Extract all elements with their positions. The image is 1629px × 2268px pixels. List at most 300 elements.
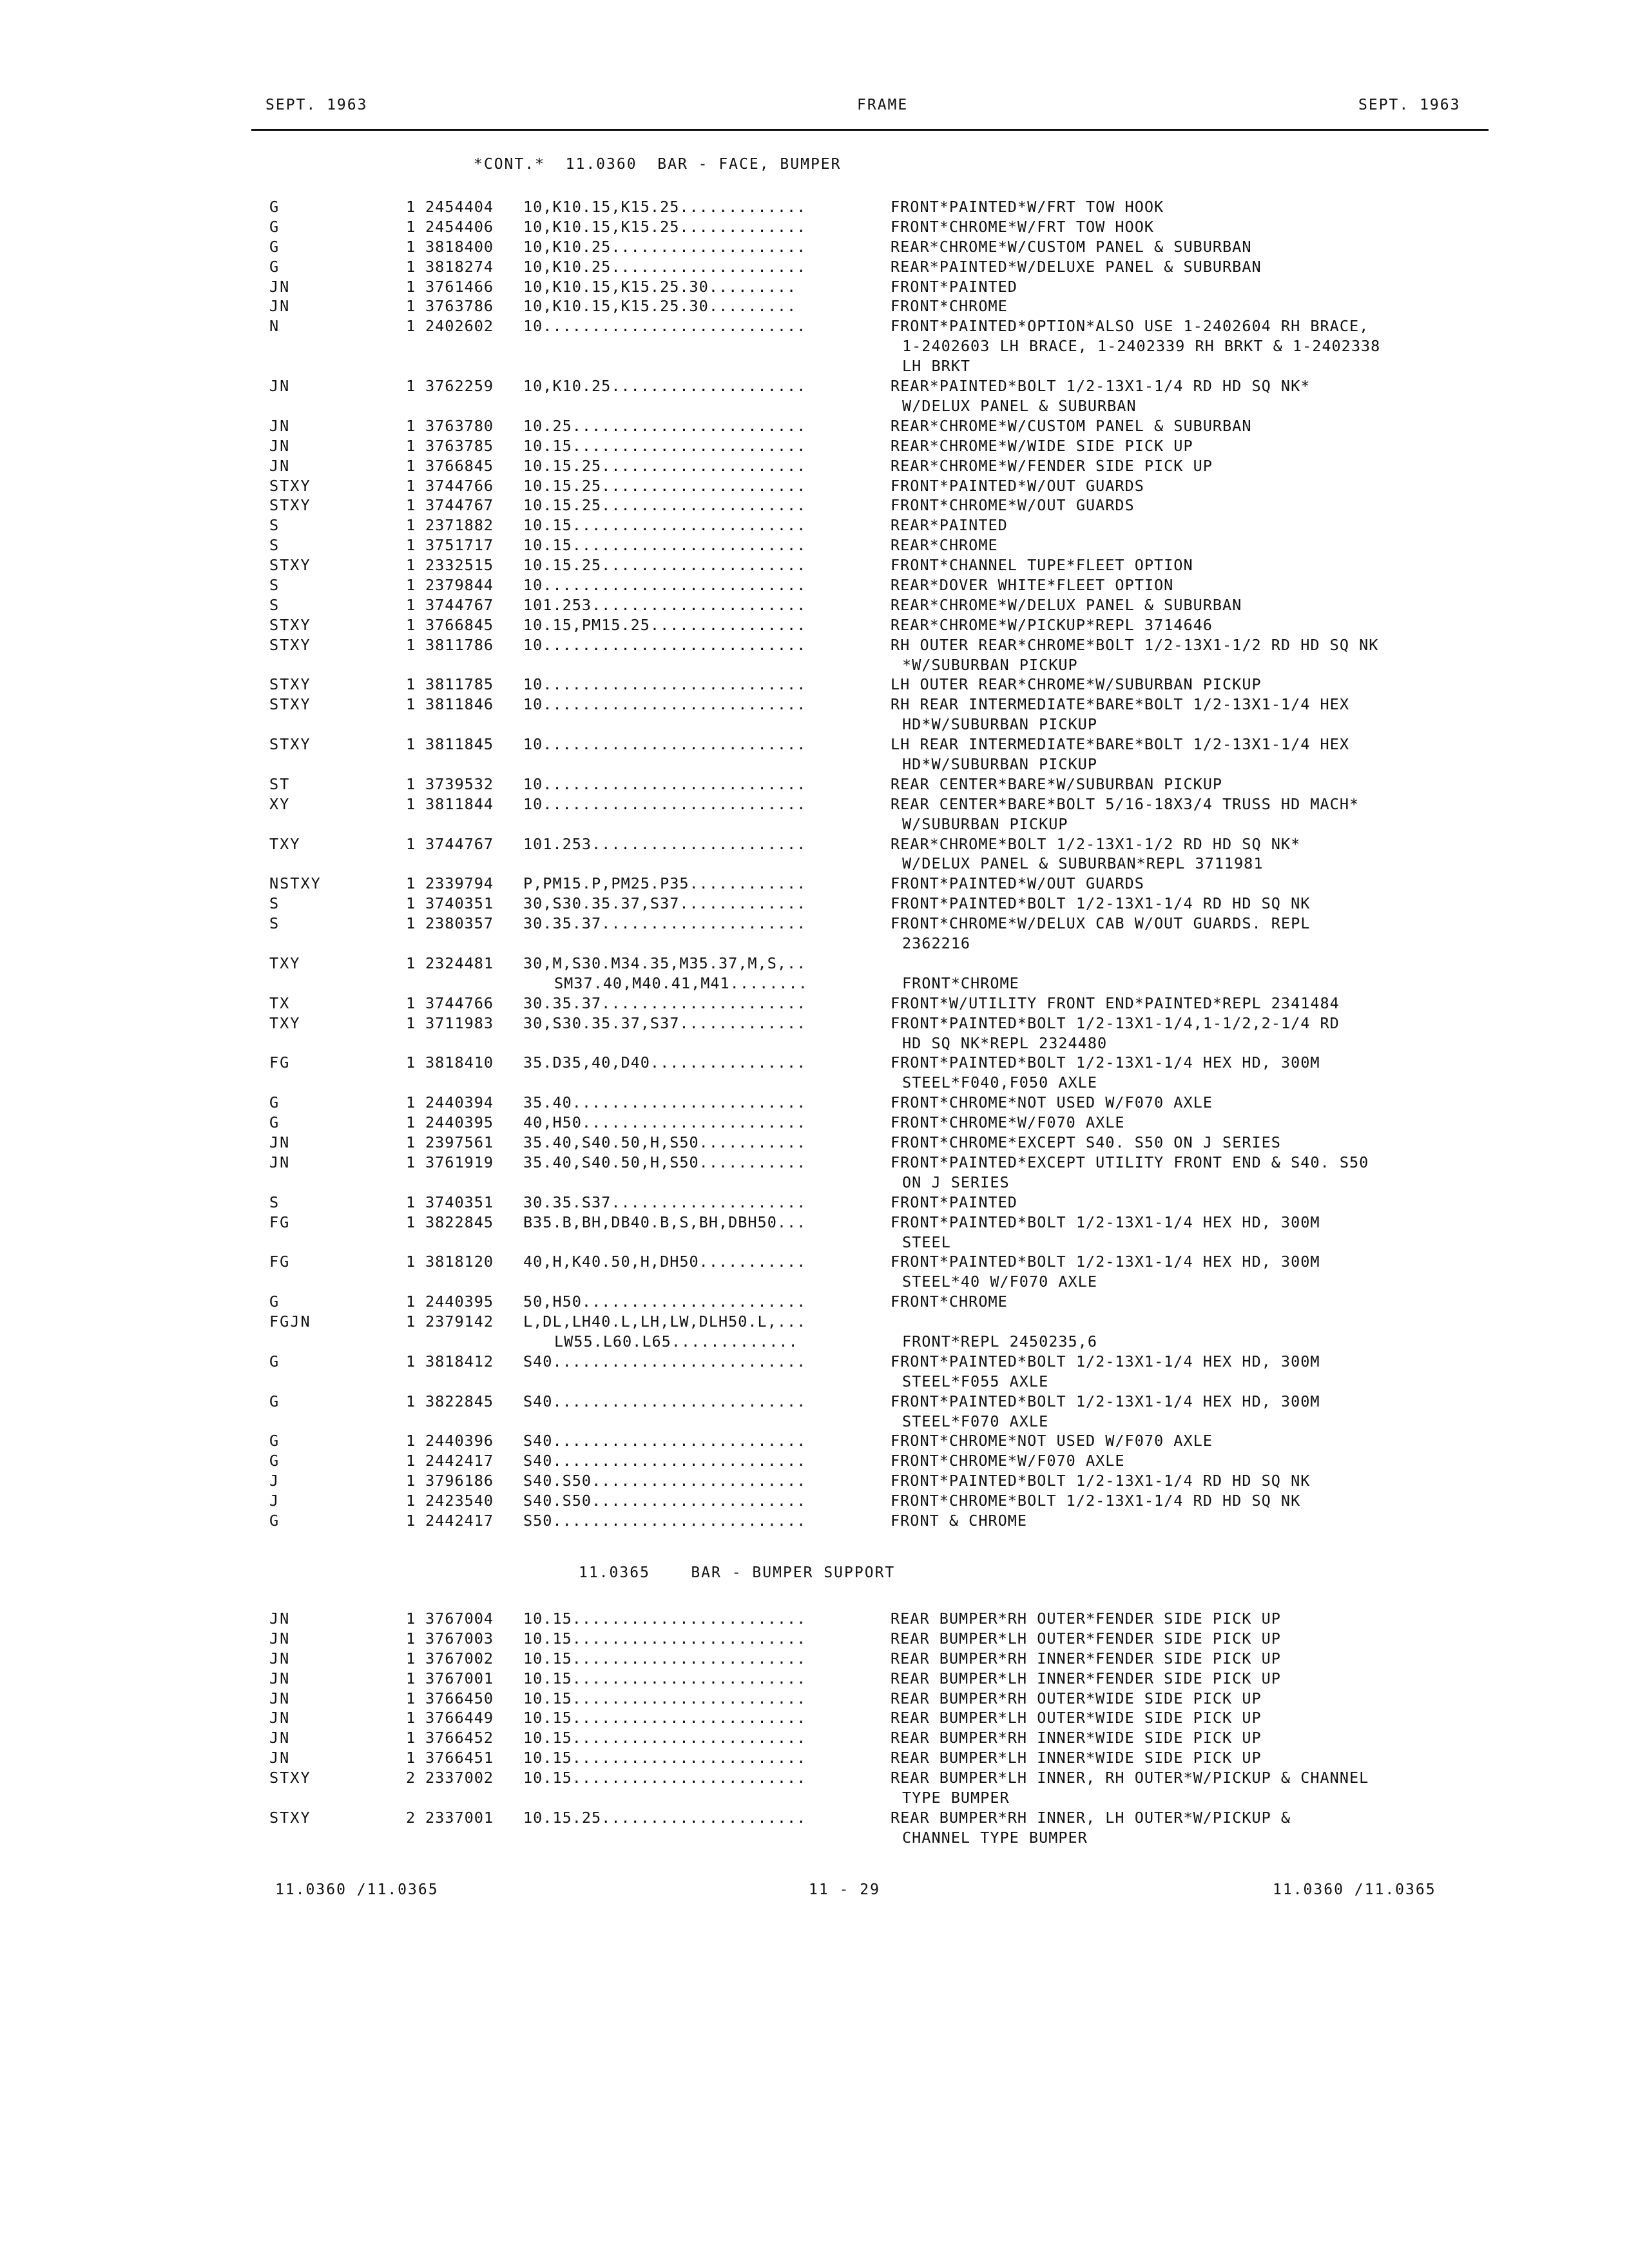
part-number: 3811846 [425,695,494,714]
quantity: 1 [406,1392,416,1410]
header-date-right: SEPT. 1963 [1358,97,1461,113]
model-code: G [269,217,280,236]
quantity: 1 [406,1689,416,1707]
part-description: FRONT*CHROME*W/FRT TOW HOOK [891,217,1155,236]
part-description: REAR BUMPER*LH OUTER*WIDE SIDE PICK UP [891,1709,1262,1727]
quantity: 1 [406,1312,416,1331]
model-list: 10.15........................ [523,1649,807,1667]
quantity: 1 [406,1014,416,1032]
model-code: G [269,1093,280,1112]
model-list: S40.......................... [523,1432,807,1450]
quantity: 1 [406,874,416,893]
parts-row [0,914,1629,954]
part-description-continued: CHANNEL TYPE BUMPER [902,1828,1088,1847]
quantity: 1 [406,516,416,535]
part-number: 3762259 [425,377,494,396]
part-description: FRONT*CHROME*W/OUT GUARDS [891,496,1135,515]
quantity: 1 [406,1093,416,1112]
part-number: 3811845 [425,735,494,754]
part-description: FRONT & CHROME [891,1512,1028,1530]
parts-row [0,1352,1629,1392]
model-list: 10.15........................ [523,1669,807,1687]
quantity: 1 [406,1729,416,1747]
part-description: FRONT*PAINTED*W/OUT GUARDS [891,476,1144,495]
parts-row [0,1492,1629,1512]
part-number: 3766845 [425,456,494,475]
model-code: TXY [269,954,301,972]
parts-row [0,457,1629,477]
parts-row [0,297,1629,317]
model-code: JN [269,1729,291,1747]
parts-row [0,516,1629,536]
part-description: REAR BUMPER*RH INNER*WIDE SIDE PICK UP [891,1729,1262,1747]
parts-row [0,775,1629,795]
model-code: STXY [269,496,311,515]
quantity: 1 [406,1253,416,1271]
model-code: JN [269,456,291,475]
part-number: 2440395 [425,1113,494,1132]
model-list: 10.15.25..................... [523,556,807,575]
part-number: 3761919 [425,1153,494,1171]
parts-row [0,198,1629,218]
part-description: REAR BUMPER*RH OUTER*FENDER SIDE PICK UP [891,1610,1281,1628]
part-number: 3818120 [425,1253,494,1271]
model-list: 10,K10.25.................... [523,257,807,276]
model-code: FG [269,1213,291,1231]
model-code: JN [269,1669,291,1687]
parts-row [0,437,1629,457]
part-description-continued: FRONT*CHROME [902,974,1019,992]
parts-row [0,795,1629,835]
parts-row [0,675,1629,695]
part-number: 2379844 [425,575,494,594]
part-description: REAR CENTER*BARE*W/SUBURBAN PICKUP [891,774,1223,793]
model-list-continued: SM37.40,M40.41,M41........ [554,974,808,992]
part-number: 2454404 [425,198,494,216]
parts-row [0,238,1629,258]
model-list: 35.D35,40,D40................ [523,1053,807,1072]
part-description: FRONT*PAINTED*BOLT 1/2-13X1-1/4 HEX HD, 300M [891,1392,1320,1410]
part-description: FRONT*W/UTILITY FRONT END*PAINTED*REPL 2341484 [891,994,1340,1012]
quantity: 1 [406,894,416,913]
parts-row [0,596,1629,616]
model-code: STXY [269,556,311,575]
parts-row [0,835,1629,875]
model-list: 10........................... [523,635,807,654]
quantity: 1 [406,217,416,236]
parts-row [0,1749,1629,1769]
parts-row [0,1649,1629,1669]
model-code: JN [269,436,291,455]
part-description-continued: W/DELUX PANEL & SUBURBAN [902,396,1137,415]
part-description: REAR*PAINTED*BOLT 1/2-13X1-1/4 RD HD SQ NK* [891,377,1311,396]
model-list: 10.15,PM15.25................ [523,615,807,634]
model-code: FG [269,1253,291,1271]
part-description: LH REAR INTERMEDIATE*BARE*BOLT 1/2-13X1-1/4 HEX [891,735,1349,754]
part-description: FRONT*CHANNEL TUPE*FLEET OPTION [891,556,1193,575]
quantity: 1 [406,257,416,276]
quantity: 1 [406,237,416,256]
quantity: 1 [406,695,416,714]
quantity: 1 [406,377,416,396]
part-number: 3811785 [425,675,494,694]
part-description: REAR BUMPER*LH INNER, RH OUTER*W/PICKUP & CHANNEL [891,1769,1369,1787]
model-code: NSTXY [269,874,322,893]
model-list: 10.15........................ [523,1689,807,1707]
model-list: 10,K10.15,K15.25............. [523,198,807,216]
parts-row [0,317,1629,377]
model-list: 10.15........................ [523,1629,807,1648]
part-number: 2324481 [425,954,494,972]
model-code: ST [269,774,291,793]
model-list: 10.15.25..................... [523,496,807,515]
parts-row [0,1432,1629,1452]
parts-row [0,477,1629,497]
quantity: 1 [406,1053,416,1072]
parts-row [0,616,1629,636]
model-code: TX [269,994,291,1012]
part-description: RH OUTER REAR*CHROME*BOLT 1/2-13X1-1/2 RD HD SQ NK [891,635,1379,654]
part-description: REAR BUMPER*RH OUTER*WIDE SIDE PICK UP [891,1689,1262,1707]
part-description-continued: STEEL*40 W/F070 AXLE [902,1273,1097,1291]
part-number: 2402602 [425,317,494,336]
part-number: 2440396 [425,1432,494,1450]
part-number: 3744767 [425,496,494,515]
part-number: 3818412 [425,1352,494,1370]
part-description: FRONT*PAINTED*BOLT 1/2-13X1-1/4,1-1/2,2-1/4 RD [891,1014,1340,1032]
quantity: 1 [406,1610,416,1628]
parts-row [0,994,1629,1014]
part-number: 3811844 [425,794,494,813]
part-description: REAR*PAINTED*W/DELUXE PANEL & SUBURBAN [891,257,1262,276]
parts-row [0,1689,1629,1709]
part-number: 3744766 [425,994,494,1012]
model-list: 30.35.S37.................... [523,1193,807,1211]
part-description: FRONT*CHROME*NOT USED W/F070 AXLE [891,1432,1213,1450]
part-description: LH OUTER REAR*CHROME*W/SUBURBAN PICKUP [891,675,1262,694]
model-code: TXY [269,834,301,853]
part-number: 3796186 [425,1472,494,1490]
quantity: 1 [406,575,416,594]
part-description: FRONT*PAINTED*BOLT 1/2-13X1-1/4 HEX HD, 300M [891,1253,1320,1271]
quantity: 1 [406,1749,416,1767]
quantity: 1 [406,297,416,316]
part-number: 2397561 [425,1133,494,1152]
parts-row [0,496,1629,516]
model-code: JN [269,416,291,435]
parts-row [0,636,1629,676]
model-list: 10........................... [523,735,807,754]
part-number: 2423540 [425,1492,494,1510]
part-description: REAR BUMPER*RH INNER*FENDER SIDE PICK UP [891,1649,1281,1667]
part-number: 3822845 [425,1213,494,1231]
part-number: 3763786 [425,297,494,316]
model-list: 10,K10.15,K15.25............. [523,217,807,236]
part-number: 3763785 [425,436,494,455]
part-description-continued: *W/SUBURBAN PICKUP [902,655,1078,674]
part-number: 2379142 [425,1312,494,1331]
quantity: 1 [406,1472,416,1490]
quantity: 1 [406,536,416,555]
part-number: 2337002 [425,1769,494,1787]
part-number: 3744766 [425,476,494,495]
part-description: REAR*CHROME*W/DELUX PANEL & SUBURBAN [891,595,1242,614]
part-number: 3767001 [425,1669,494,1687]
part-number: 3740351 [425,1193,494,1211]
part-description: FRONT*PAINTED*OPTION*ALSO USE 1-2402604 RH BRACE, [891,317,1369,336]
quantity: 1 [406,1629,416,1648]
part-number: 3766845 [425,615,494,634]
model-list: 10,K10.25.................... [523,377,807,396]
part-description-continued: HD SQ NK*REPL 2324480 [902,1033,1108,1052]
part-description-continued: ON J SERIES [902,1173,1010,1191]
model-code: G [269,1352,280,1370]
model-list: 10.25........................ [523,416,807,435]
part-description: REAR*CHROME*BOLT 1/2-13X1-1/2 RD HD SQ NK* [891,834,1301,853]
part-number: 3766451 [425,1749,494,1767]
header-section-title: FRAME [857,97,909,113]
model-list: 40,H50....................... [523,1113,807,1132]
quantity: 1 [406,1213,416,1231]
quantity: 1 [406,1352,416,1370]
part-description: FRONT*CHROME*W/F070 AXLE [891,1113,1125,1132]
model-code: JN [269,1610,291,1628]
quantity: 1 [406,1193,416,1211]
part-description: REAR BUMPER*LH INNER*WIDE SIDE PICK UP [891,1749,1262,1767]
model-list: 10........................... [523,575,807,594]
part-description: REAR*PAINTED [891,516,1008,535]
model-code: S [269,894,280,913]
quantity: 2 [406,1769,416,1787]
part-number: 3763780 [425,416,494,435]
model-code: S [269,536,280,555]
quantity: 1 [406,556,416,575]
quantity: 1 [406,595,416,614]
quantity: 1 [406,675,416,694]
part-description: FRONT*CHROME [891,1293,1008,1311]
parts-row [0,1093,1629,1113]
part-description-continued: STEEL*F040,F050 AXLE [902,1073,1097,1092]
part-description: REAR*CHROME*W/FENDER SIDE PICK UP [891,456,1213,475]
model-list: 35.40........................ [523,1093,807,1112]
part-description-continued: HD*W/SUBURBAN PICKUP [902,755,1097,773]
part-number: 2454406 [425,217,494,236]
part-description: FRONT*CHROME*EXCEPT S40. S50 ON J SERIES [891,1133,1281,1152]
model-list: 10.15........................ [523,536,807,555]
model-code: JN [269,1133,291,1152]
part-description: FRONT*PAINTED*BOLT 1/2-13X1-1/4 HEX HD, 300M [891,1053,1320,1072]
model-code: G [269,1512,280,1530]
quantity: 1 [406,635,416,654]
model-list: 10.15.25..................... [523,476,807,495]
model-code: G [269,237,280,256]
parts-row [0,1610,1629,1629]
parts-row [0,894,1629,914]
part-description-continued: STEEL*F055 AXLE [902,1372,1049,1390]
model-list: 10........................... [523,695,807,714]
model-code: S [269,595,280,614]
model-code: N [269,317,280,336]
model-list: 10.15........................ [523,436,807,455]
part-number: 3818274 [425,257,494,276]
part-number: 2442417 [425,1452,494,1470]
parts-row [0,1729,1629,1749]
parts-row [0,735,1629,775]
part-description: FRONT*PAINTED*BOLT 1/2-13X1-1/4 HEX HD, 300M [891,1213,1320,1231]
parts-row [0,1629,1629,1649]
parts-row [0,1669,1629,1689]
part-description: REAR BUMPER*LH INNER*FENDER SIDE PICK UP [891,1669,1281,1687]
quantity: 1 [406,416,416,435]
quantity: 1 [406,1153,416,1171]
quantity: 2 [406,1808,416,1827]
model-list: 10.15........................ [523,1749,807,1767]
footer-page-number: 11 - 29 [809,1881,880,1898]
part-number: 3711983 [425,1014,494,1032]
model-list: 10.15........................ [523,1769,807,1787]
model-code: JN [269,1709,291,1727]
part-description-continued: HD*W/SUBURBAN PICKUP [902,715,1097,734]
part-number: 3751717 [425,536,494,555]
quantity: 1 [406,1649,416,1667]
quantity: 1 [406,914,416,933]
quantity: 1 [406,1133,416,1152]
parts-row [0,1153,1629,1193]
quantity: 1 [406,277,416,296]
parts-list-face-bumper [0,198,1629,1532]
model-list: P,PM15.P,PM25.P35............ [523,874,807,893]
model-code: JN [269,1629,291,1648]
model-code: S [269,914,280,933]
model-list: 40,H,K40.50,H,DH50........... [523,1253,807,1271]
footer-ref-right: 11.0360 /11.0365 [1273,1881,1436,1898]
model-code: S [269,575,280,594]
parts-row [0,1293,1629,1312]
parts-list-bumper-support [0,1610,1629,1849]
quantity: 1 [406,436,416,455]
model-list: 101.253...................... [523,834,807,853]
part-number: 3767004 [425,1610,494,1628]
part-description-continued: W/DELUX PANEL & SUBURBAN*REPL 3711981 [902,854,1264,873]
part-number: 3739532 [425,774,494,793]
parts-row [0,1809,1629,1849]
part-description: FRONT*PAINTED [891,1193,1017,1211]
quantity: 1 [406,317,416,336]
parts-row [0,1193,1629,1213]
parts-row [0,1312,1629,1352]
model-list: B35.B,BH,DB40.B,S,BH,DBH50... [523,1213,807,1231]
model-list: 30,S30.35.37,S37............. [523,1014,807,1032]
model-code: STXY [269,476,311,495]
part-description: FRONT*PAINTED*EXCEPT UTILITY FRONT END & S40. S50 [891,1153,1369,1171]
parts-row [0,1512,1629,1532]
part-description: FRONT*CHROME*W/DELUX CAB W/OUT GUARDS. REPL [891,914,1311,933]
quantity: 1 [406,774,416,793]
section-title-bumper-support: 11.0365 BAR - BUMPER SUPPORT [579,1564,896,1581]
part-description: FRONT*CHROME*NOT USED W/F070 AXLE [891,1093,1213,1112]
parts-row [0,1253,1629,1293]
model-code: STXY [269,635,311,654]
quantity: 1 [406,954,416,972]
part-description: REAR CENTER*BARE*BOLT 5/16-18X3/4 TRUSS HD MACH* [891,794,1360,813]
model-code: JN [269,1749,291,1767]
quantity: 1 [406,1669,416,1687]
quantity: 1 [406,1492,416,1510]
model-list: 10.15.25..................... [523,1808,807,1827]
quantity: 1 [406,1452,416,1470]
parts-row [0,874,1629,894]
model-list: 10,K10.15,K15.25.30......... [523,297,797,316]
part-number: 3740351 [425,894,494,913]
part-number: 2371882 [425,516,494,535]
model-code: STXY [269,695,311,714]
part-number: 3767002 [425,1649,494,1667]
part-description-continued: LH BRKT [902,357,971,376]
part-description-continued: 1-2402603 LH BRACE, 1-2402339 RH BRKT & 1-2402338 [902,337,1381,356]
part-description: FRONT*PAINTED*BOLT 1/2-13X1-1/4 RD HD SQ NK [891,894,1311,913]
model-list: 30,M,S30.M34.35,M35.37,M,S,.. [523,954,807,972]
part-number: 3766452 [425,1729,494,1747]
parts-row [0,1709,1629,1729]
model-list: S40.......................... [523,1392,807,1410]
parts-row [0,576,1629,596]
model-list: 35.40,S40.50,H,S50........... [523,1133,807,1152]
part-description: FRONT*PAINTED*BOLT 1/2-13X1-1/4 HEX HD, 300M [891,1352,1320,1370]
part-number: 2440395 [425,1293,494,1311]
part-number: 3818400 [425,237,494,256]
model-list: 30.35.37..................... [523,914,807,933]
model-code: JN [269,277,291,296]
parts-row [0,695,1629,735]
part-number: 3818410 [425,1053,494,1072]
parts-row [0,1392,1629,1432]
quantity: 1 [406,735,416,754]
model-code: JN [269,297,291,316]
model-list: 10.15........................ [523,1709,807,1727]
model-code: J [269,1492,280,1510]
model-code: G [269,1452,280,1470]
quantity: 1 [406,1512,416,1530]
model-list: 10........................... [523,774,807,793]
parts-row [0,954,1629,994]
part-number: 2332515 [425,556,494,575]
model-code: G [269,257,280,276]
parts-row [0,278,1629,298]
parts-row [0,258,1629,278]
part-description-continued: TYPE BUMPER [902,1789,1010,1807]
model-code: JN [269,377,291,396]
part-description: REAR*CHROME*W/CUSTOM PANEL & SUBURBAN [891,237,1252,256]
parts-row [0,377,1629,417]
parts-row [0,1014,1629,1054]
model-list: 10.15........................ [523,516,807,535]
model-list-continued: LW55.L60.L65............. [554,1332,798,1350]
quantity: 1 [406,1293,416,1311]
parts-row [0,556,1629,576]
part-description-continued: FRONT*REPL 2450235,6 [902,1332,1097,1350]
part-number: 3766450 [425,1689,494,1707]
parts-row [0,536,1629,556]
model-list: S40.S50...................... [523,1492,807,1510]
part-description-continued: W/SUBURBAN PICKUP [902,814,1068,833]
quantity: 1 [406,794,416,813]
parts-row [0,1133,1629,1153]
parts-row [0,218,1629,238]
part-description: FRONT*PAINTED [891,277,1017,296]
header-date-left: SEPT. 1963 [265,97,368,113]
part-description: REAR BUMPER*LH OUTER*FENDER SIDE PICK UP [891,1629,1281,1648]
model-code: G [269,1113,280,1132]
